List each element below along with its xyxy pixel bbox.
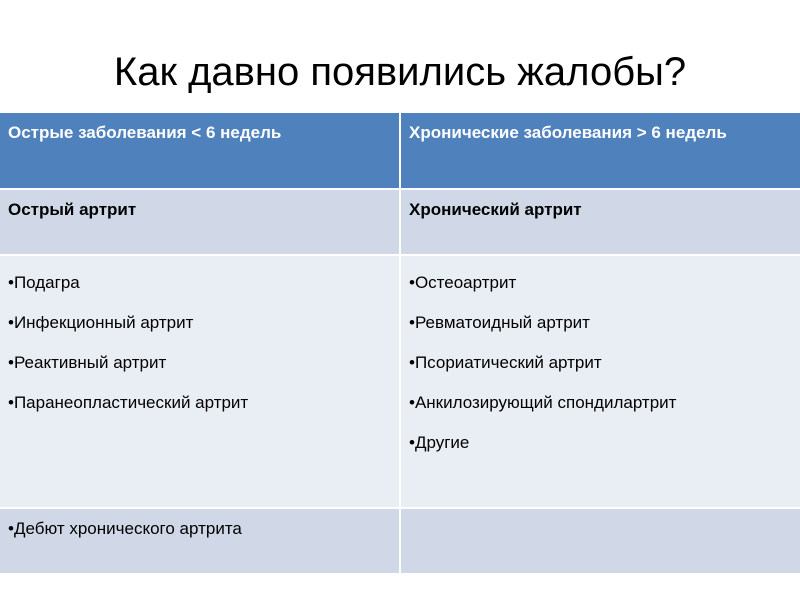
list-item: •Остеоартрит [409,273,517,292]
list-item: •Паранеопластический артрит [8,393,249,412]
list-item: •Другие [409,433,470,452]
list-item: •Подагра [8,273,80,292]
subheader-chronic-arthritis: Хронический артрит [401,190,800,254]
empty-cell [401,509,800,573]
list-item: •Инфекционный артрит [8,313,194,332]
header-acute: Острые заболевания < 6 недель [0,113,399,188]
list-item: •Псориатический артрит [409,353,602,372]
subheader-acute-arthritis: Острый артрит [0,190,399,254]
list-item: •Ревматоидный артрит [409,313,590,332]
chronic-onset-cell: •Дебют хронического артрита [0,509,399,573]
chronic-causes-list [401,256,800,507]
list-item: •Реактивный артрит [8,353,167,372]
header-chronic: Хронические заболевания > 6 недель [401,113,800,188]
slide-title: Как давно появились жалобы? [113,50,687,94]
list-item: •Анкилозирующий спондилартрит [409,393,677,412]
comparison-table [0,113,800,571]
acute-causes-list [0,256,399,507]
